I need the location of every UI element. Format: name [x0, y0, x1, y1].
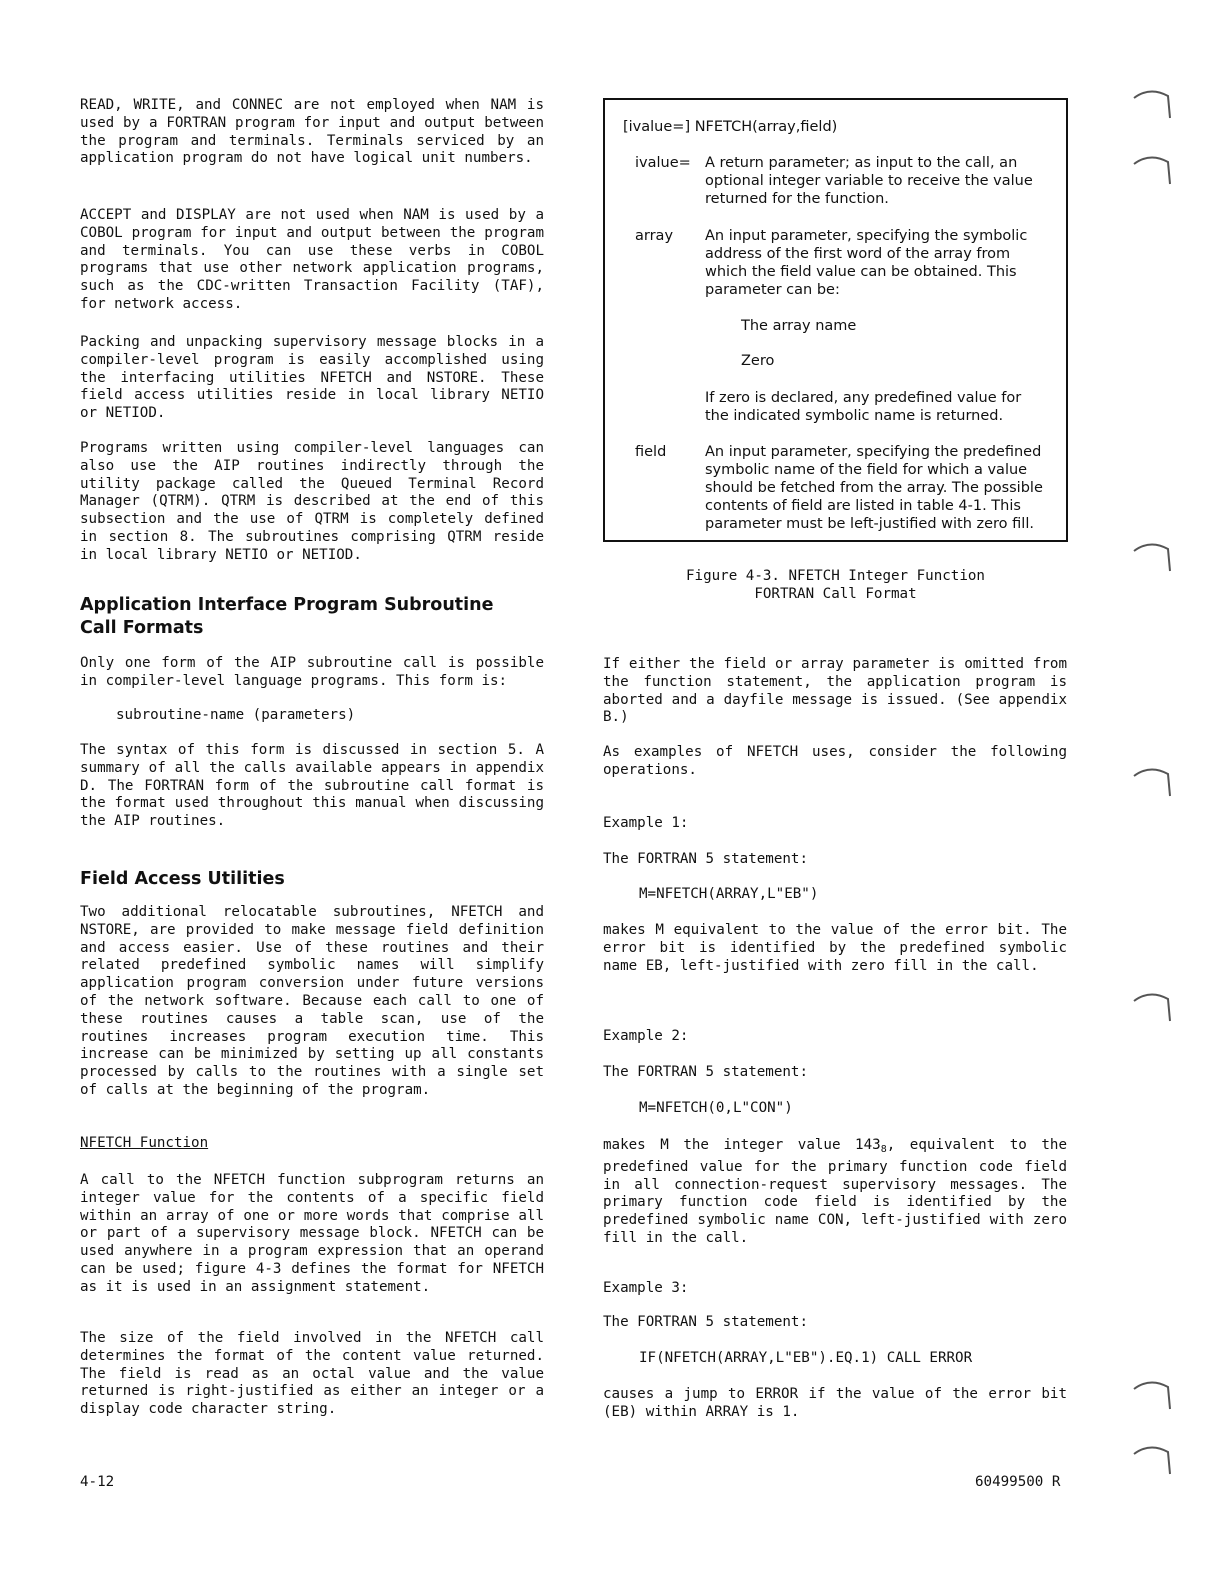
binder-hole-mark-icon — [1130, 150, 1174, 194]
param-array-term: array — [635, 228, 674, 244]
binder-hole-mark-icon — [1130, 762, 1174, 806]
example-3-intro: The FORTRAN 5 statement: — [603, 1314, 808, 1330]
paragraph-examples-intro: As examples of NFETCH uses, consider the following operations. — [603, 744, 1067, 778]
binder-hole-mark-icon — [1130, 1440, 1174, 1484]
heading-field-access-utilities: Field Access Utilities — [80, 869, 285, 889]
array-option-name: The array name — [741, 318, 857, 334]
example-2-code: M=NFETCH(0,L"CON") — [639, 1100, 793, 1116]
example-3-text: causes a jump to ERROR if the value of the error bit (EB) within ARRAY is 1. — [603, 1386, 1067, 1420]
heading-nfetch-function: NFETCH Function — [80, 1135, 209, 1151]
example-2-text: makes M the integer value $143_8$, equivalent to the predefined value for the primary function code field in all connection-request supervisory messages. The primary function code field is identified by the predefined symbolic name CON, left-justified with zero fill in the call. — [603, 1137, 1067, 1246]
example-3-code: IF(NFETCH(ARRAY,L"EB").EQ.1) CALL ERROR — [639, 1350, 973, 1366]
array-zero-note: If zero is declared, any predefined value for the indicated symbolic name is returned. — [705, 390, 1022, 424]
paragraph-packing: Packing and unpacking supervisory message blocks in a compiler-level program is easily accomplished using the interfacing utilities NFETCH and NSTORE. These field access utilities reside in local library NETIO or NETIOD. — [80, 334, 544, 422]
document-number: 60499500 R — [975, 1474, 1061, 1490]
param-field-term: field — [635, 444, 667, 460]
paragraph-syntax: The syntax of this form is discussed in section 5. A summary of all the calls available appears in appendix D. The FORTRAN form of the subroutine call format is the format used throughout this manual when discussing the AIP routines. — [80, 742, 544, 830]
figure-syntax: [ivalue=] NFETCH(array,field) — [623, 119, 838, 135]
binder-hole-mark-icon — [1130, 1375, 1174, 1419]
example-1-code: M=NFETCH(ARRAY,L"EB") — [639, 886, 819, 902]
paragraph-read-write: READ, WRITE, and CONNEC are not employed when NAM is used by a FORTRAN program for input and output between the program and terminals. Terminals serviced by an application program do not have logical unit numbers. — [80, 97, 544, 167]
paragraph-omitted: If either the field or array parameter is omitted from the function statement, the application program is aborted and a dayfile message is issued. (See appendix B.) — [603, 656, 1067, 726]
paragraph-nfetch-nstore: Two additional relocatable subroutines, NFETCH and NSTORE, are provided to make message field definition and access easier. Use of these routines and their related predefined symbolic names will simplify application program conversion under future versions of the network software. Because each call to one of these routines causes a table scan, use of the routines increases program execution time. This increase can be minimized by setting up all constants processed by calls to the routines with a single set of calls at the beginning of the program. — [80, 904, 544, 1098]
param-ivalue-desc: A return parameter; as input to the call, an optional integer variable to receive the value returned for the function. — [705, 155, 1033, 207]
example-3-label: Example 3: — [603, 1280, 689, 1296]
paragraph-qtrm: Programs written using compiler-level languages can also use the AIP routines indirectly through the utility package called the Queued Terminal Record Manager (QTRM). QTRM is described at the end of this subsection and the use of QTRM is completely defined in section 8. The subroutines comprising QTRM reside in local library NETIO or NETIOD. — [80, 440, 544, 563]
paragraph-nfetch-call: A call to the NFETCH function subprogram returns an integer value for the contents of a specific field within an array of one or more words that comprise all or part of a supervisory message block. NFETCH can be used anywhere in a program expression that an operand can be used; figure 4-3 defines the format for NFETCH as it is used in an assignment statement. — [80, 1172, 544, 1295]
figure-caption: Figure 4-3. NFETCH Integer Function FORTRAN Call Format — [686, 568, 985, 602]
heading-aip-call-formats: Application Interface Program Subroutine Call Formats — [80, 595, 494, 638]
binder-hole-mark-icon — [1130, 987, 1174, 1031]
binder-hole-mark-icon — [1130, 84, 1174, 128]
param-field-desc: An input parameter, specifying the predefined symbolic name of the field for which a value should be fetched from the array. The possible contents of field are listed in table 4-1. This parameter must be left-justified with zero fill. — [705, 444, 1043, 532]
code-subroutine-name: subroutine-name (parameters) — [116, 707, 356, 723]
example-1-text: makes M equivalent to the value of the error bit. The error bit is identified by the predefined symbolic name EB, left-justified with zero fill in the call. — [603, 922, 1067, 974]
paragraph-one-form: Only one form of the AIP subroutine call is possible in compiler-level language programs. This form is: — [80, 655, 544, 689]
paragraph-field-size: The size of the field involved in the NFETCH call determines the format of the content value returned. The field is read as an octal value and the value returned is right-justified as either an integer or a display code character string. — [80, 1330, 544, 1418]
example-1-label: Example 1: — [603, 815, 689, 831]
figure-4-3-box — [603, 98, 1068, 542]
paragraph-accept-display: ACCEPT and DISPLAY are not used when NAM is used by a COBOL program for input and output between the program and terminals. You can use these verbs in COBOL programs that use other network application programs, such as the CDC-written Transaction Facility (TAF), for network access. — [80, 207, 544, 312]
example-2-label: Example 2: — [603, 1028, 689, 1044]
example-2-intro: The FORTRAN 5 statement: — [603, 1064, 808, 1080]
param-ivalue-term: ivalue= — [635, 155, 691, 171]
array-option-zero: Zero — [741, 353, 775, 369]
param-array-desc: An input parameter, specifying the symbolic address of the first word of the array from which the field value can be obtained. This parameter can be: — [705, 228, 1028, 298]
binder-hole-mark-icon — [1130, 537, 1174, 581]
example-1-intro: The FORTRAN 5 statement: — [603, 851, 808, 867]
page-number: 4-12 — [80, 1474, 115, 1490]
